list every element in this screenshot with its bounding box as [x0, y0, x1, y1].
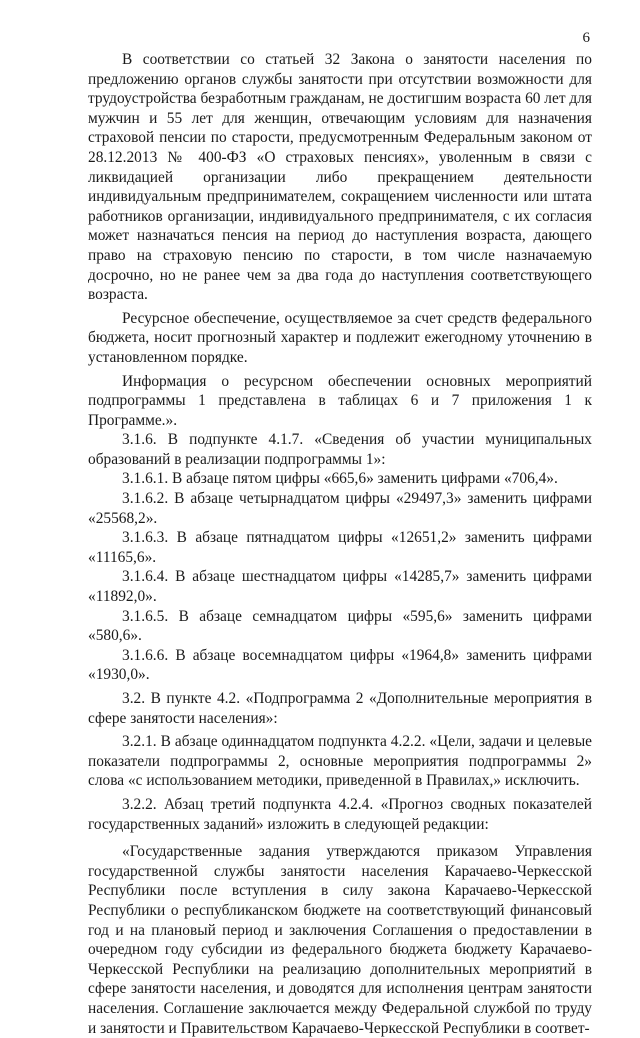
page-number: 6 [582, 30, 590, 46]
paragraph-resource-info: Информация о ресурсном обеспечении основных мероприятий подпрограммы 1 представлена в таблицах 6 и 7 приложения 1 к Программе.». [88, 372, 592, 429]
paragraph-item-3-1-6-4: 3.1.6.4. В абзаце шестнадцатом цифры «14285,7» заменить цифрами «11892,0». [88, 568, 592, 606]
paragraph-item-3-1-6: 3.1.6. В подпункте 4.1.7. «Сведения об участии муниципальных образований в реализации подпрограммы 1»: [88, 431, 592, 468]
paragraph-item-3-2-2: 3.2.2. Абзац третий подпункта 4.2.4. «Прогноз сводных показателей государственных заданий» изложить в следующей редакции: [88, 795, 592, 833]
paragraph-item-3-1-6-5: 3.1.6.5. В абзаце семнадцатом цифры «595,6» заменить цифрами «580,6». [88, 607, 592, 645]
paragraph-item-3-1-6-3: 3.1.6.3. В абзаце пятнадцатом цифры «12651,2» заменить цифрами «11165,6». [88, 529, 592, 566]
paragraph-item-3-1-6-6: 3.1.6.6. В абзаце восемнадцатом цифры «1964,8» заменить цифрами «1930,0». [88, 646, 592, 684]
paragraph-pension-article-32: В соответствии со статьей 32 Закона о занятости населения по предложению органов службы занятости при отсутствии возможности для трудоустройства безработным гражданам, не достигшим возраста 60 лет для мужчин и 55 лет для женщин, отвечающим условиям для назначения страховой пенсии по старости, предусмотренным Федеральным законом от 28.12.2013 № 400-ФЗ «О страховых пенсиях», уволенным в связи с ликвидацией организации либо прекращением деятельности индивидуальным предпринимателем, сокращением численности или штата работников организации, индивидуального предпринимателя, с их согласия может назначаться пенсия на период до наступления возраста, дающего право на страховую пенсию по старости, в том числе назначаемую досрочно, но не ранее чем за два года до наступления соответствующего возраста. [88, 51, 592, 304]
paragraph-item-3-1-6-1: 3.1.6.1. В абзаце пятом цифры «665,6» заменить цифрами «706,4». [122, 470, 558, 488]
paragraph-resource-provision: Ресурсное обеспечение, осуществляемое за счет средств федерального бюджета, носит прогнозный характер и подлежит ежегодному уточнению в установленном порядке. [88, 309, 592, 366]
paragraph-item-3-1-6-2: 3.1.6.2. В абзаце четырнадцатом цифры «29497,3» заменить цифрами «25568,2». [88, 490, 592, 527]
paragraph-state-assignments: «Государственные задания утверждаются приказом Управления государственной службы занятости населения Карачаево-Черкесской Республики после вступления в силу закона Карачаево-Черкесской Республики о республиканском бюджете на соответствующий финансовый год и на плановый период и заключения Соглашения о предоставлении в очередном году субсидии из федерального бюджета бюджету Карачаево-Черкесской Республики на реализацию дополнительных мероприятий в сфере занятости населения, и доводятся для исполнения центрам занятости населения. Соглашение заключается между Федеральной службой по труду и занятости и Правительством Карачаево-Черкесской Республики в соответ- [88, 843, 592, 1037]
paragraph-item-3-2: 3.2. В пункте 4.2. «Подпрограмма 2 «Дополнительные мероприятия в сфере занятости населения»: [88, 690, 592, 727]
paragraph-item-3-2-1: 3.2.1. В абзаце одиннадцатом подпункта 4.2.2. «Цели, задачи и целевые показатели подпрограммы 2, основные мероприятия подпрограммы 2» слова «с использованием методики, приведенной в Правилах,» исключить. [88, 733, 592, 790]
